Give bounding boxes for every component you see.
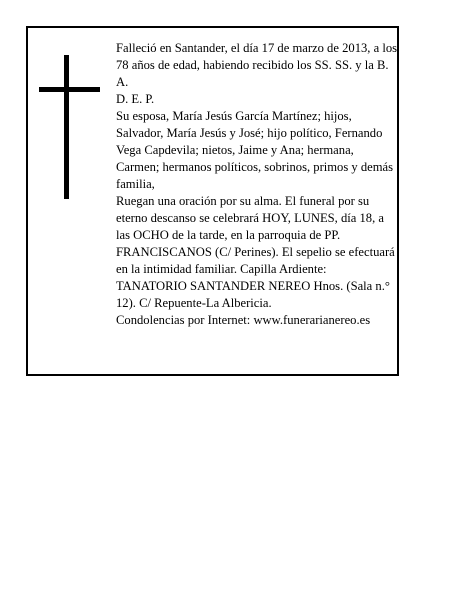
- notice-intro: Falleció en Santander, el día 17 de marzo de 2013, a los 78 años de edad, habiendo recibido los SS. SS. y la B. A.: [116, 41, 398, 89]
- cross-icon: [39, 55, 100, 199]
- notice-condolences: Condolencias por Internet: www.funerarianereo.es: [116, 313, 371, 327]
- notice-dep: D. E. P.: [116, 92, 155, 106]
- obituary-notice: [26, 26, 399, 376]
- cross-vertical-bar: [64, 55, 69, 199]
- notice-family: Su esposa, María Jesús García Martínez; hijos, Salvador, María Jesús y José; hijo político, Fernando Vega Capdevila; nietos, Jaime y Ana; hermana, Carmen; hermanos políticos, sobrinos, primos y demás familia,: [116, 109, 394, 191]
- notice-funeral: Ruegan una oración por su alma. El funeral por su eterno descanso se celebrará HOY, LUNES, día 18, a las OCHO de la tarde, en la parroquia de PP. FRANCISCANOS (C/ Perines). El sepelio se efectuará en la intimidad familiar. Capilla Ardiente: TANATORIO SANTANDER NEREO Hnos. (Sala n.° 12). C/ Repuente-La Albericia.: [116, 194, 395, 310]
- notice-text: [116, 40, 398, 329]
- cross-horizontal-bar: [39, 87, 100, 92]
